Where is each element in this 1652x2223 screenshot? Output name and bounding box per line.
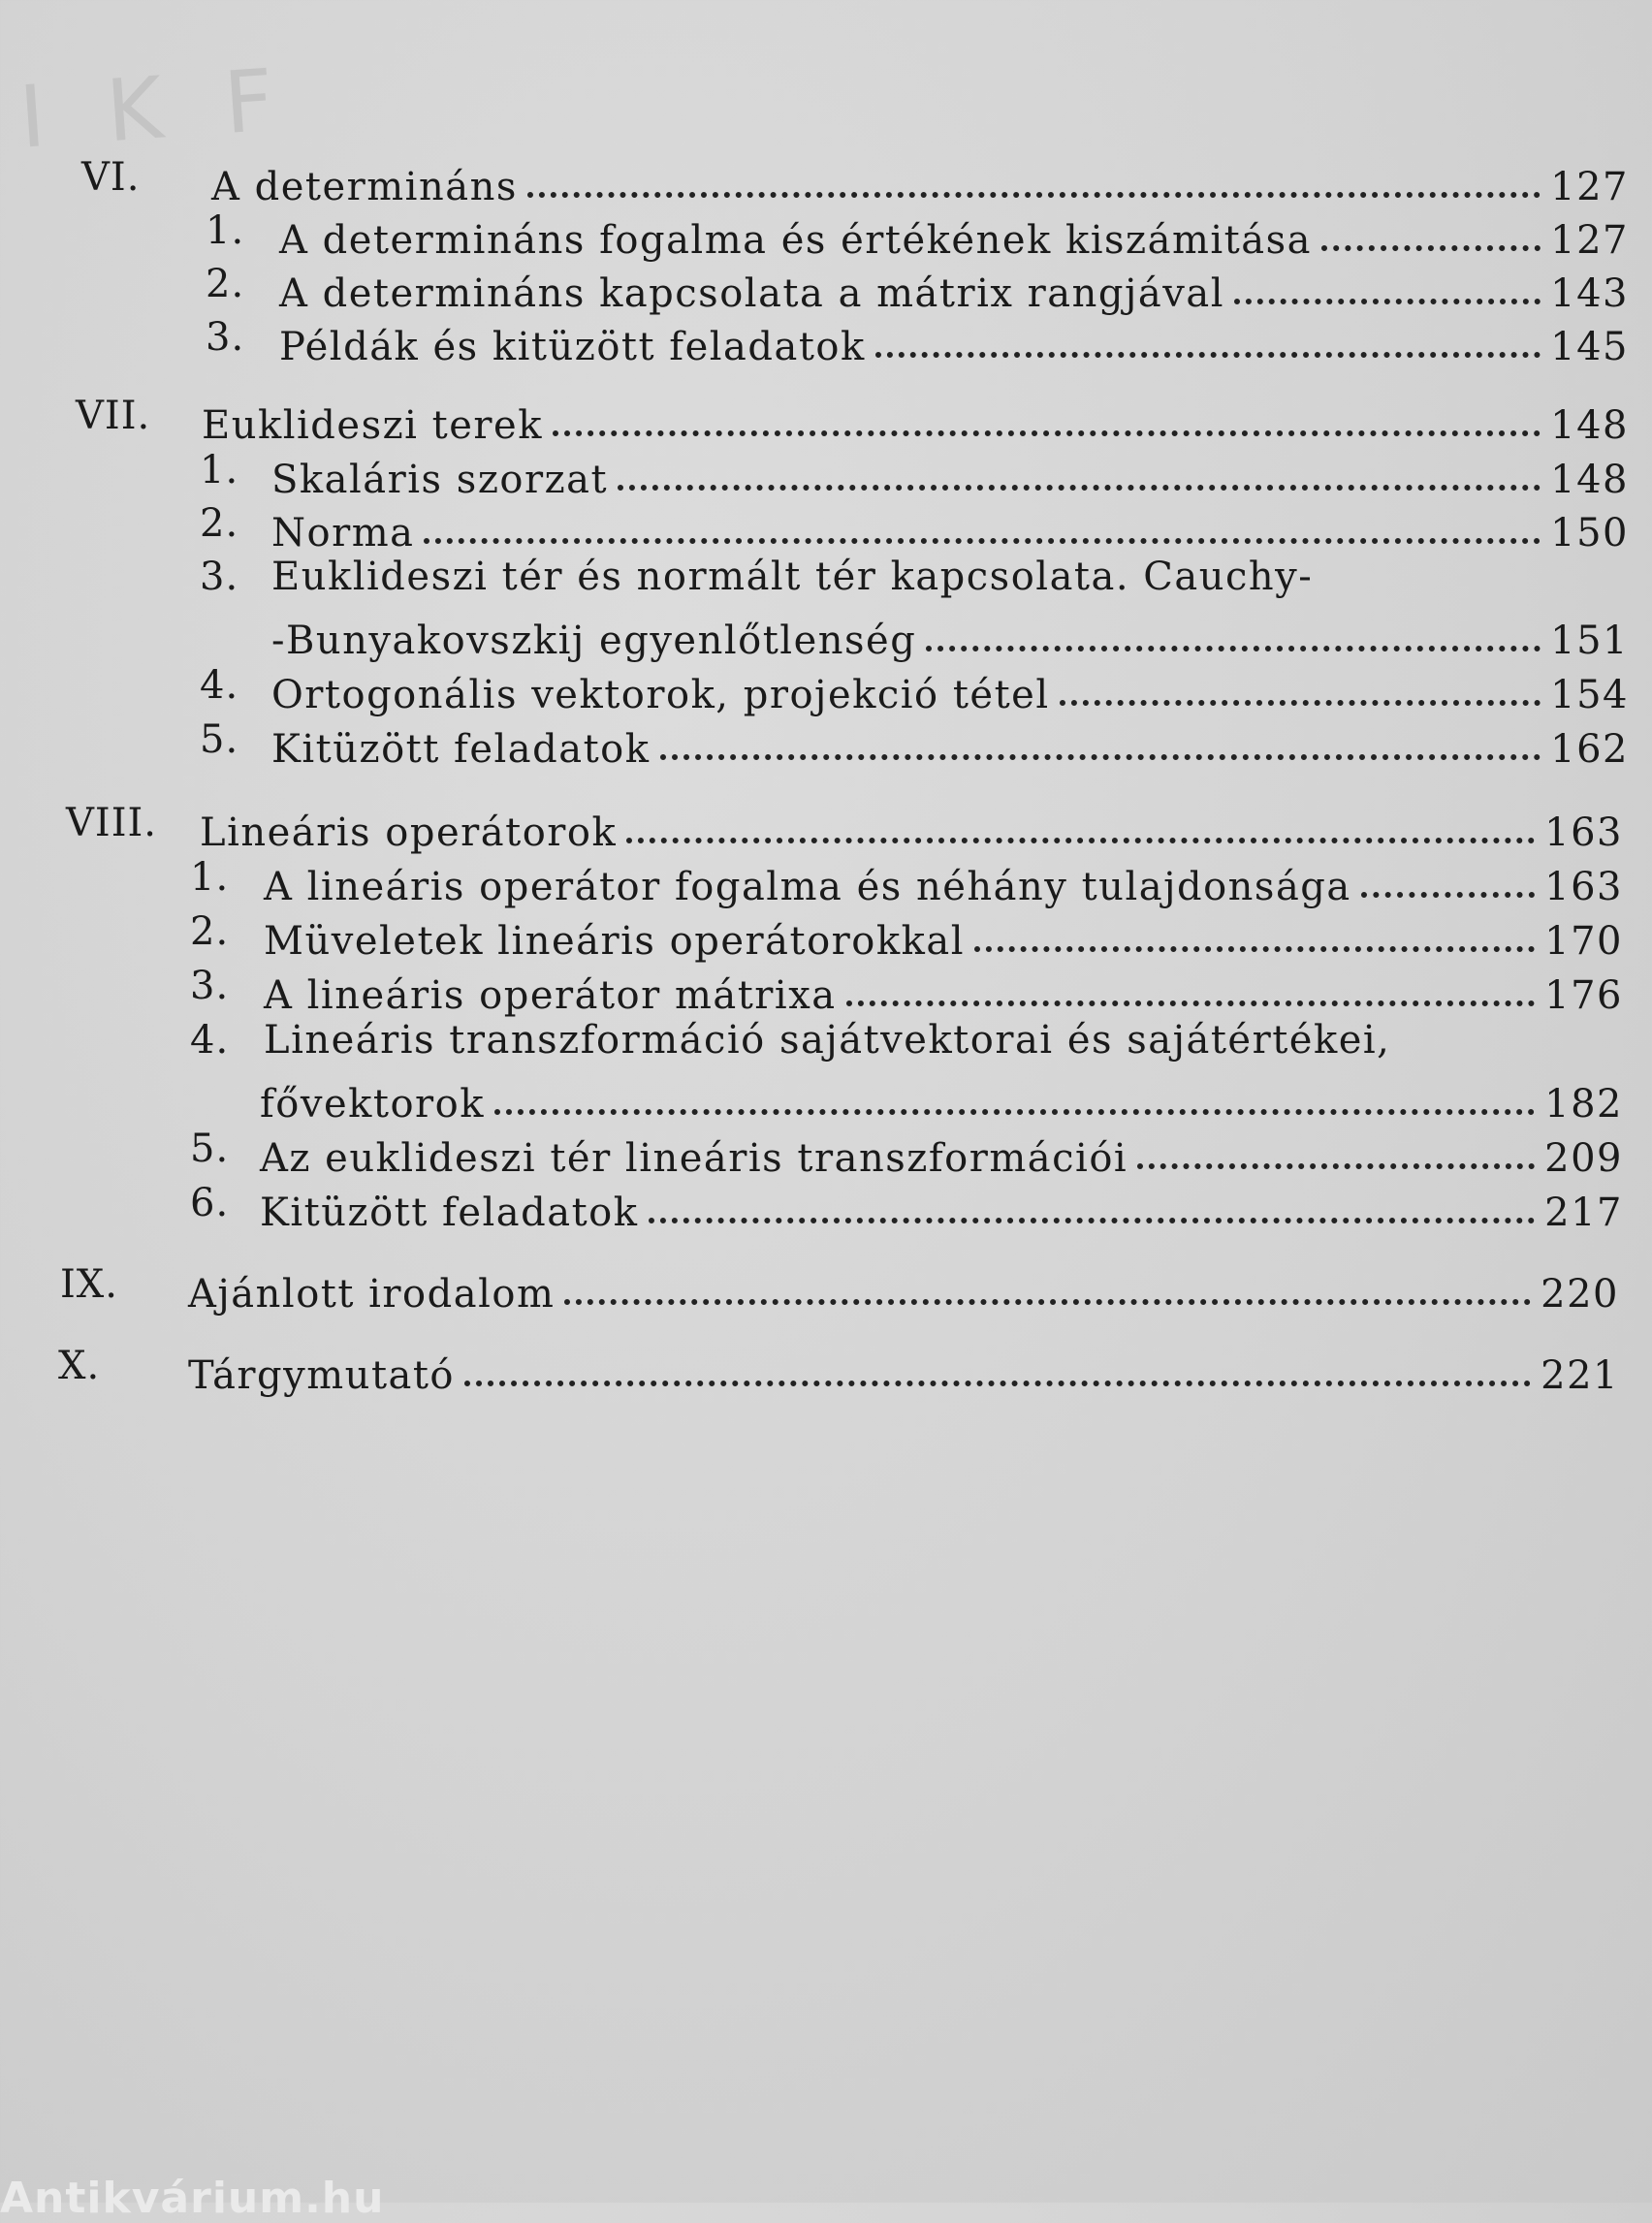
item-number: 5. [200,717,239,762]
watermark: Antikvárium.hu [0,2174,385,2223]
toc-item-row [279,262,1629,316]
dot-leader [527,153,1541,198]
dot-leader [926,607,1541,651]
dot-leader [974,907,1535,952]
toc-item-row [279,208,1629,263]
toc-item-row [279,315,1629,369]
item-title: Ortogonális vektorok, projekció tétel [271,673,1050,717]
dot-leader [846,962,1536,1006]
dot-leader [1361,853,1535,898]
dot-leader [875,313,1541,358]
page-number: 150 [1550,511,1629,556]
toc-item-row [271,663,1629,717]
item-number: 4. [200,663,239,708]
toc-item-row [264,909,1623,964]
toc-item-row [271,717,1629,772]
page-number: 154 [1550,673,1629,717]
section-title: Lineáris operátorok [200,810,618,855]
dot-leader [660,715,1541,760]
toc-section-row [188,1344,1619,1398]
page-number: 217 [1544,1191,1623,1235]
toc-item-row [264,964,1623,1018]
item-number: 1. [206,208,245,253]
section-numeral: VIII. [66,801,158,845]
section-numeral: VI. [81,155,141,200]
page-number: 209 [1544,1136,1623,1181]
dot-leader [1321,206,1541,251]
item-title: Példák és kitüzött feladatok [279,325,866,369]
dot-leader [618,446,1541,491]
item-number: 2. [190,909,230,954]
section-numeral: VII. [76,394,151,438]
dot-leader [1137,1125,1535,1169]
page-number: 162 [1550,727,1629,772]
item-number: 5. [190,1127,230,1171]
page-number: 182 [1544,1082,1623,1127]
page-number: 221 [1541,1353,1619,1398]
page-number: 220 [1541,1272,1619,1317]
toc-item-row [260,1127,1623,1181]
dot-leader [553,392,1541,436]
item-number: 3. [190,964,230,1008]
dot-leader [1234,260,1541,304]
toc-section-row [211,155,1629,209]
item-title: Müveletek lineáris operátorokkal [264,919,965,964]
item-title: A lineáris operátor fogalma és néhány tulajdonsága [264,865,1351,909]
item-title: Kitüzött feladatok [271,727,651,772]
toc-item-row [260,1072,1623,1127]
item-title: Az euklideszi tér lineáris transzformációi [260,1136,1128,1181]
item-title-line1: Euklideszi tér és normált tér kapcsolata. Cauchy- [271,555,1314,599]
toc-section-row [202,394,1629,448]
item-title: Norma [271,511,415,556]
item-title-line1: Lineáris transzformáció sajátvektorai és sajátértékei, [264,1018,1391,1063]
page-number: 143 [1550,271,1629,316]
item-title: A determináns kapcsolata a mátrix rangjával [279,271,1224,316]
item-number: 1. [200,448,239,492]
toc-item-row [271,501,1629,556]
dot-leader [494,1070,1535,1115]
section-title: Ajánlott irodalom [188,1272,556,1317]
toc-item-row [271,609,1629,663]
page-number: 148 [1550,403,1629,448]
item-title: Skaláris szorzat [271,458,609,502]
dot-leader [564,1260,1531,1305]
item-number: 3. [200,555,239,599]
toc-section-row [188,1262,1619,1317]
toc-section-row [200,801,1623,855]
dot-leader [464,1342,1531,1386]
dot-leader [424,499,1541,544]
item-number: 3. [206,315,245,360]
page-number: 148 [1550,458,1629,502]
page-number: 163 [1544,865,1623,909]
page-number: 170 [1544,919,1623,964]
toc-item-row [264,855,1623,909]
dot-leader [649,1179,1536,1223]
page-number: 127 [1550,218,1629,263]
item-number: 2. [200,501,239,546]
toc-item-row [260,1181,1623,1235]
ghost-mark: I K F [16,48,295,168]
dot-leader [1060,661,1541,706]
item-number: 4. [190,1018,230,1063]
item-title: A determináns fogalma és értékének kiszámitása [279,218,1312,263]
section-title: A determináns [211,165,518,209]
section-numeral: X. [58,1344,101,1388]
page-number: 151 [1550,619,1629,663]
item-number: 1. [190,855,230,900]
page-number: 145 [1550,325,1629,369]
page-number: 176 [1544,973,1623,1018]
item-title: -Bunyakovszkij egyenlőtlenség [271,619,917,663]
item-title: A lineáris operátor mátrixa [264,973,837,1018]
section-title: Euklideszi terek [202,403,543,448]
page-number: 163 [1544,810,1623,855]
section-numeral: IX. [60,1262,118,1307]
item-number: 2. [206,262,245,306]
item-title: Kitüzött feladatok [260,1191,639,1235]
dot-leader [626,799,1535,843]
item-number: 6. [190,1181,230,1225]
page-number: 127 [1550,165,1629,209]
item-title: fővektorok [260,1082,485,1127]
toc-item-row [271,448,1629,502]
section-title: Tárgymutató [188,1353,456,1398]
